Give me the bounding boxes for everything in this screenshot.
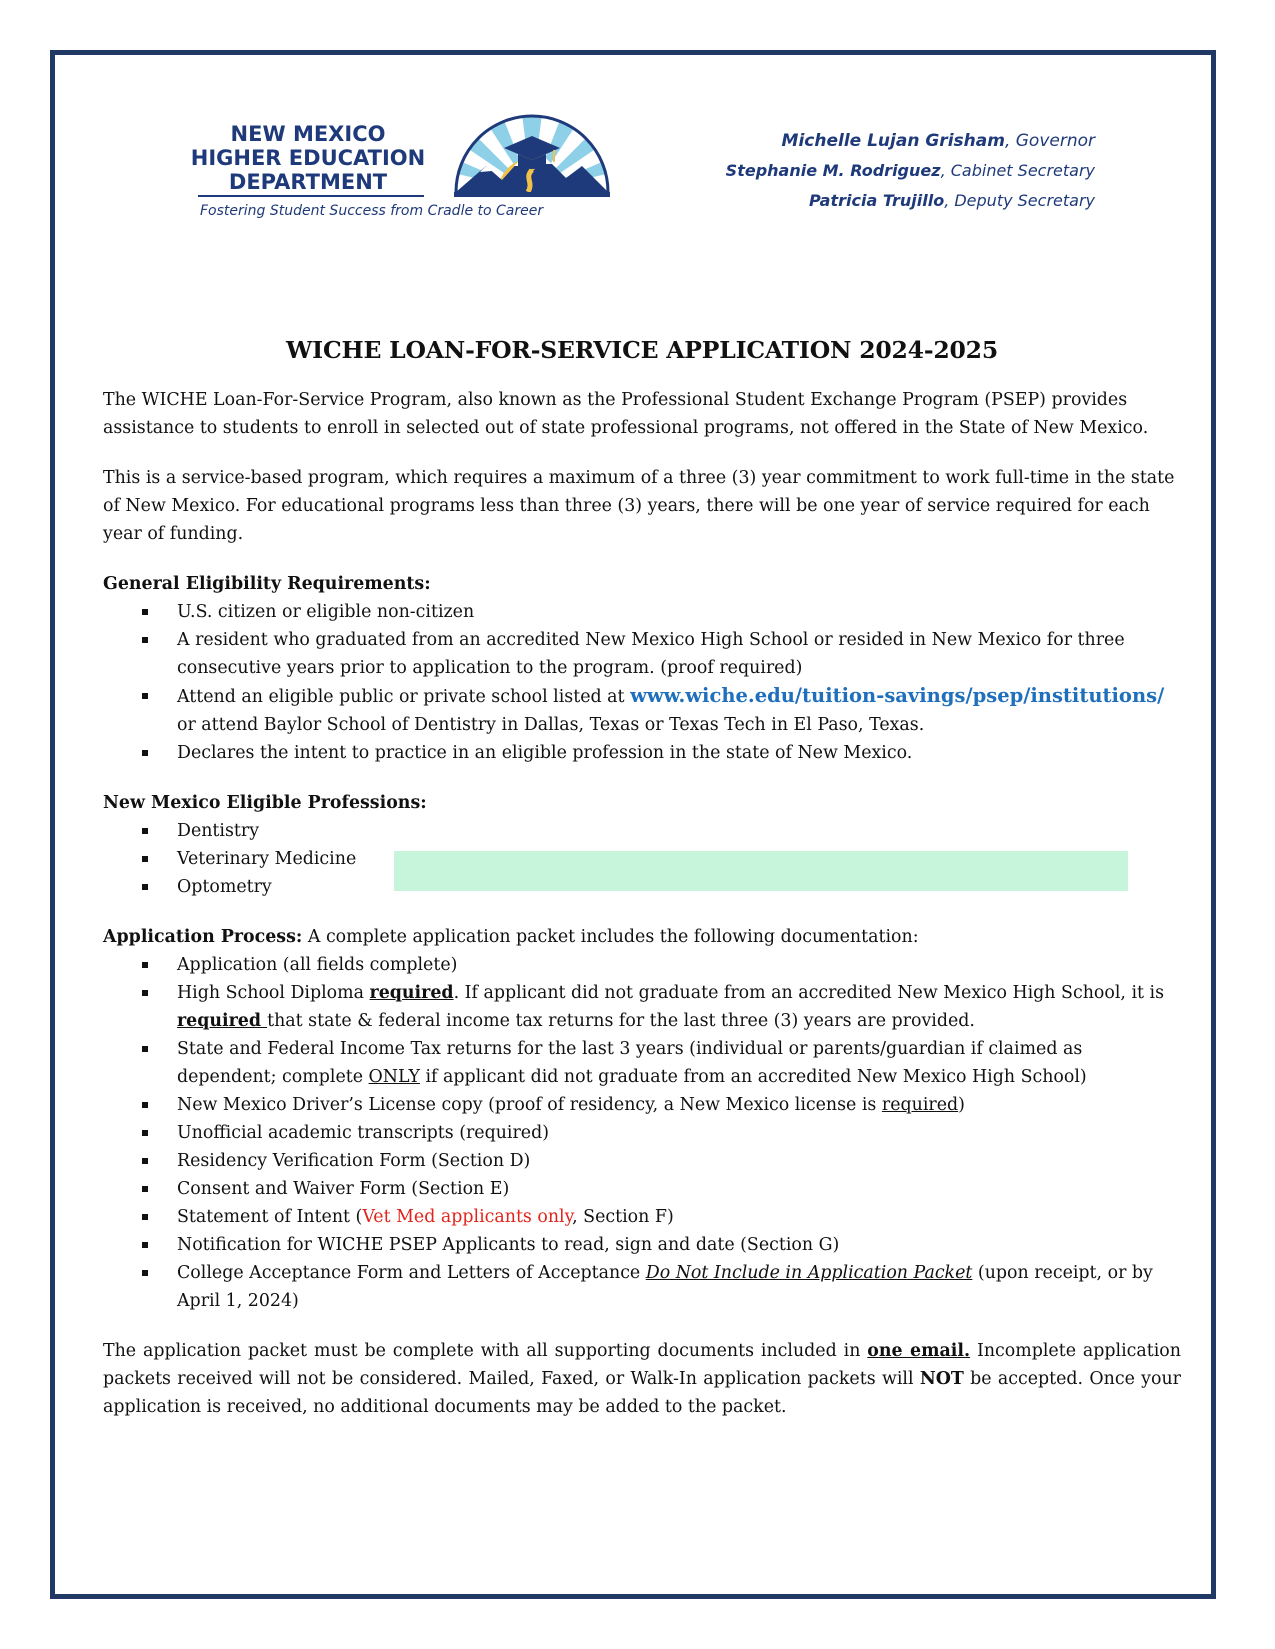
list-item: Statement of Intent (Vet Med applicants only, Section F) bbox=[103, 1203, 1181, 1231]
department-tagline: Fostering Student Success from Cradle to Career bbox=[200, 203, 544, 219]
process-heading: Application Process: bbox=[103, 927, 303, 947]
list-item: Veterinary Medicine bbox=[103, 845, 1181, 873]
process-intro: Application Process: A complete application packet includes the following documentation: bbox=[103, 927, 919, 947]
officials-block bbox=[726, 126, 1095, 216]
list-item: A resident who graduated from an accredited New Mexico High School or resided in New Mexico for three consecutive years prior to application to the program. (proof required) bbox=[103, 626, 1181, 682]
professions-list bbox=[103, 817, 1181, 901]
logo-line-1: NEW MEXICO bbox=[230, 122, 386, 146]
intro-paragraph-2: This is a service-based program, which requires a maximum of a three (3) year commitment to work full-time in the state of New Mexico. For educational programs less than three (3) years, there will be one year of service required for each year of funding. bbox=[103, 468, 1175, 544]
list-item: Optometry bbox=[103, 873, 1181, 901]
list-item: Unofficial academic transcripts (required) bbox=[103, 1119, 1181, 1147]
list-item: New Mexico Driver’s License copy (proof of residency, a New Mexico license is required) bbox=[103, 1091, 1181, 1119]
official-governor: Michelle Lujan Grisham, Governor bbox=[781, 131, 1095, 151]
logo-divider bbox=[198, 195, 424, 197]
list-item: High School Diploma required. If applicant did not graduate from an accredited New Mexico High School, it is required that state & federal income tax returns for the last three (3) years are provided. bbox=[103, 979, 1181, 1035]
sunrise-graduation-cap-icon bbox=[450, 110, 614, 202]
official-deputy-secretary: Patricia Trujillo, Deputy Secretary bbox=[808, 191, 1095, 210]
application-body bbox=[103, 336, 1181, 1443]
page-title: WICHE LOAN-FOR-SERVICE APPLICATION 2024-2025 bbox=[285, 336, 998, 364]
list-item: Attend an eligible public or private school listed at www.wiche.edu/tuition-savings/psep/institutions/ or attend Baylor School of Dentistry in Dallas, Texas or Texas Tech in El Paso, Texas. bbox=[103, 682, 1181, 739]
list-item: Residency Verification Form (Section D) bbox=[103, 1147, 1181, 1175]
process-list bbox=[103, 951, 1181, 1315]
list-item: U.S. citizen or eligible non-citizen bbox=[103, 598, 1181, 626]
list-item: College Acceptance Form and Letters of Acceptance Do Not Include in Application Packet (upon receipt, or by April 1, 2024) bbox=[103, 1259, 1181, 1315]
logo-line-2: HIGHER EDUCATION bbox=[190, 146, 426, 170]
list-item: Consent and Waiver Form (Section E) bbox=[103, 1175, 1181, 1203]
department-logo-text bbox=[178, 122, 438, 194]
eligibility-list bbox=[103, 598, 1181, 767]
professions-heading: New Mexico Eligible Professions: bbox=[103, 793, 427, 813]
closing-paragraph: The application packet must be complete with all supporting documents included in one email. Incomplete application packets received will not be considered. Mailed, Faxed, or Walk-In application packets will NOT be accepted. Once your application is received, no additional documents may be added to the packet. bbox=[103, 1341, 1181, 1417]
list-item: Notification for WICHE PSEP Applicants to read, sign and date (Section G) bbox=[103, 1231, 1181, 1259]
logo-line-3: DEPARTMENT bbox=[228, 170, 388, 194]
intro-paragraph-1: The WICHE Loan-For-Service Program, also known as the Professional Student Exchange Program (PSEP) provides assistance to students to enroll in selected out of state professional programs, not offered in the State of New Mexico. bbox=[103, 390, 1149, 438]
psep-institutions-link[interactable]: www.wiche.edu/tuition-savings/psep/institutions/ bbox=[630, 684, 1165, 707]
list-item: Dentistry bbox=[103, 817, 1181, 845]
list-item: Declares the intent to practice in an eligible profession in the state of New Mexico. bbox=[103, 739, 1181, 767]
official-cabinet-secretary: Stephanie M. Rodriguez, Cabinet Secretary bbox=[725, 161, 1095, 180]
eligibility-heading: General Eligibility Requirements: bbox=[103, 574, 431, 594]
list-item: State and Federal Income Tax returns for the last 3 years (individual or parents/guardian if claimed as dependent; complete ONLY if applicant did not graduate from an accredited New Mexico High School) bbox=[103, 1035, 1181, 1091]
list-item: Application (all fields complete) bbox=[103, 951, 1181, 979]
